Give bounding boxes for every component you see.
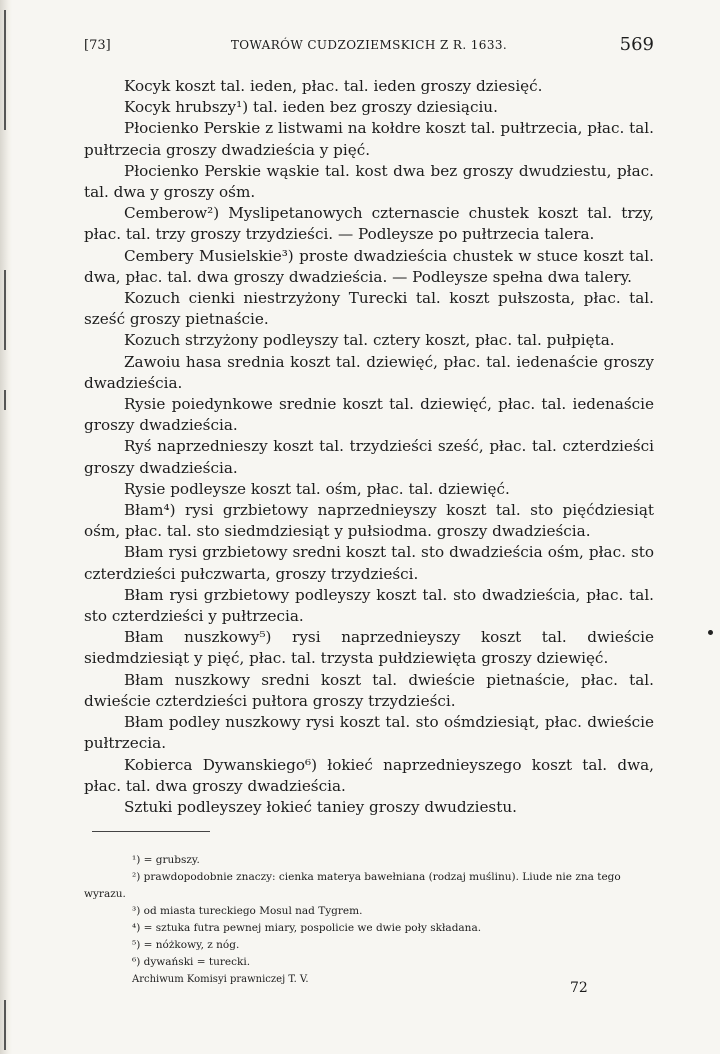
paragraph: Błam rysi grzbietowy sredni koszt tal. sto dwadzieścia ośm, płac. sto czterdzieści pułczwarta, groszy trzydzieści. [84, 543, 654, 583]
footnotes [84, 852, 654, 988]
paragraph: Kozuch strzyżony podleyszy tal. cztery koszt, płac. tal. pułpięta. [124, 331, 615, 350]
spine-mark [4, 1000, 6, 1050]
document-body [84, 76, 654, 818]
paragraph: Kocyk koszt tal. ieden, płac. tal. ieden groszy dziesięć. [124, 77, 543, 95]
paragraph: Błam⁴) rysi grzbietowy naprzednieyszy koszt tal. sto pięćdziesiąt ośm, płac. tal. sto siedmdziesiąt y pułsiodma. groszy dwadzieścia. [84, 501, 654, 541]
paragraph: Sztuki podleyszey łokieć taniey groszy dwudziestu. [124, 797, 517, 816]
paragraph: Błam nuszkowy sredni koszt tal. dwieście pietnaście, płac. tal. dwieście czterdzieści pułtora groszy trzydzieści. [84, 670, 654, 710]
spine-mark [4, 390, 6, 410]
footnote-separator [92, 831, 210, 832]
paragraph: Kobierca Dywanskiego⁶) łokieć naprzednieyszego koszt tal. dwa, płac. tal. dwa groszy dwadzieścia. [84, 755, 654, 795]
source-line: Archiwum Komisyi prawniczej T. V. [132, 974, 309, 985]
margin-dot [708, 630, 713, 635]
page-spine-shadow [0, 0, 12, 1054]
footnote: ⁴) = sztuka futra pewnej miary, pospolicie we dwie poły składana. [132, 922, 482, 934]
paragraph: Cembery Musielskie³) proste dwadzieścia chustek w stuce koszt tal. dwa, płac. tal. dwa groszy dwadzieścia. — Podleysze spełna dwa talery. [84, 246, 654, 286]
paragraph: Rysie poiedynkowe srednie koszt tal. dziewięć, płac. tal. iedenaście groszy dwadzieścia. [84, 395, 654, 435]
page-number: 569 [619, 34, 654, 55]
paragraph: Błam rysi grzbietowy podleyszy koszt tal. sto dwadzieścia, płac. tal. sto czterdzieści y pułtrzecia. [84, 585, 654, 626]
paragraph: Cemberow²) Myslipetanowych czternascie chustek koszt tal. trzy, płac. tal. trzy groszy trzydzieści. — Podleysze po pułtrzecia talera. [84, 204, 654, 244]
paragraph: Kozuch cienki niestrzyżony Turecki tal. koszt pułszosta, płac. tal. sześć groszy pietnaście. [84, 289, 654, 329]
spine-mark [4, 10, 6, 130]
footnote: ³) od miasta tureckiego Mosul nad Tygrem. [132, 905, 363, 917]
paragraph: Ryś naprzednieszy koszt tal. trzydzieści sześć, płac. tal. czterdzieści groszy dwadzieścia. [84, 437, 654, 477]
footnote: ⁵) = nóżkowy, z nóg. [132, 939, 240, 951]
running-title: TOWARÓW CUDZOZIEMSKICH Z R. 1633. [230, 38, 508, 52]
footnote: ⁶) dywański = turecki. [132, 956, 251, 968]
paragraph: Błam nuszkowy⁵) rysi naprzednieyszy koszt tal. dwieście siedmdziesiąt y pięć, płac. tal. trzysta pułdziewięta groszy dziewięć. [84, 628, 654, 668]
signature-mark: 72 [570, 980, 588, 996]
paragraph: Płocienko Perskie wąskie tal. kost dwa bez groszy dwudziestu, płac. tal. dwa y groszy ośm. [84, 161, 654, 202]
spine-mark [4, 270, 6, 350]
paragraph: Płocienko Perskie z listwami na kołdre koszt tal. pułtrzecia, płac. tal. pułtrzecia groszy dwadzieścia y pięć. [84, 119, 654, 159]
paragraph: Kocyk hrubszy¹) tal. ieden bez groszy dziesiąciu. [124, 98, 498, 117]
paragraph: Rysie podleysze koszt tal. ośm, płac. tal. dziewięć. [124, 479, 510, 498]
footnote: ¹) = grubszy. [132, 854, 200, 866]
paragraph: Zawoiu hasa srednia koszt tal. dziewięć, płac. tal. iedenaście groszy dwadzieścia. [84, 352, 654, 392]
paragraph: Błam podley nuszkowy rysi koszt tal. sto ośmdziesiąt, płac. dwieście pułtrzecia. [84, 713, 654, 753]
running-header [84, 36, 654, 56]
section-number: [73] [84, 38, 111, 53]
footnote: ²) prawdopodobnie znaczy: cienka materya bawełniana (rodzaj muślinu). Liude nie zna tego wyrazu. [84, 871, 621, 900]
